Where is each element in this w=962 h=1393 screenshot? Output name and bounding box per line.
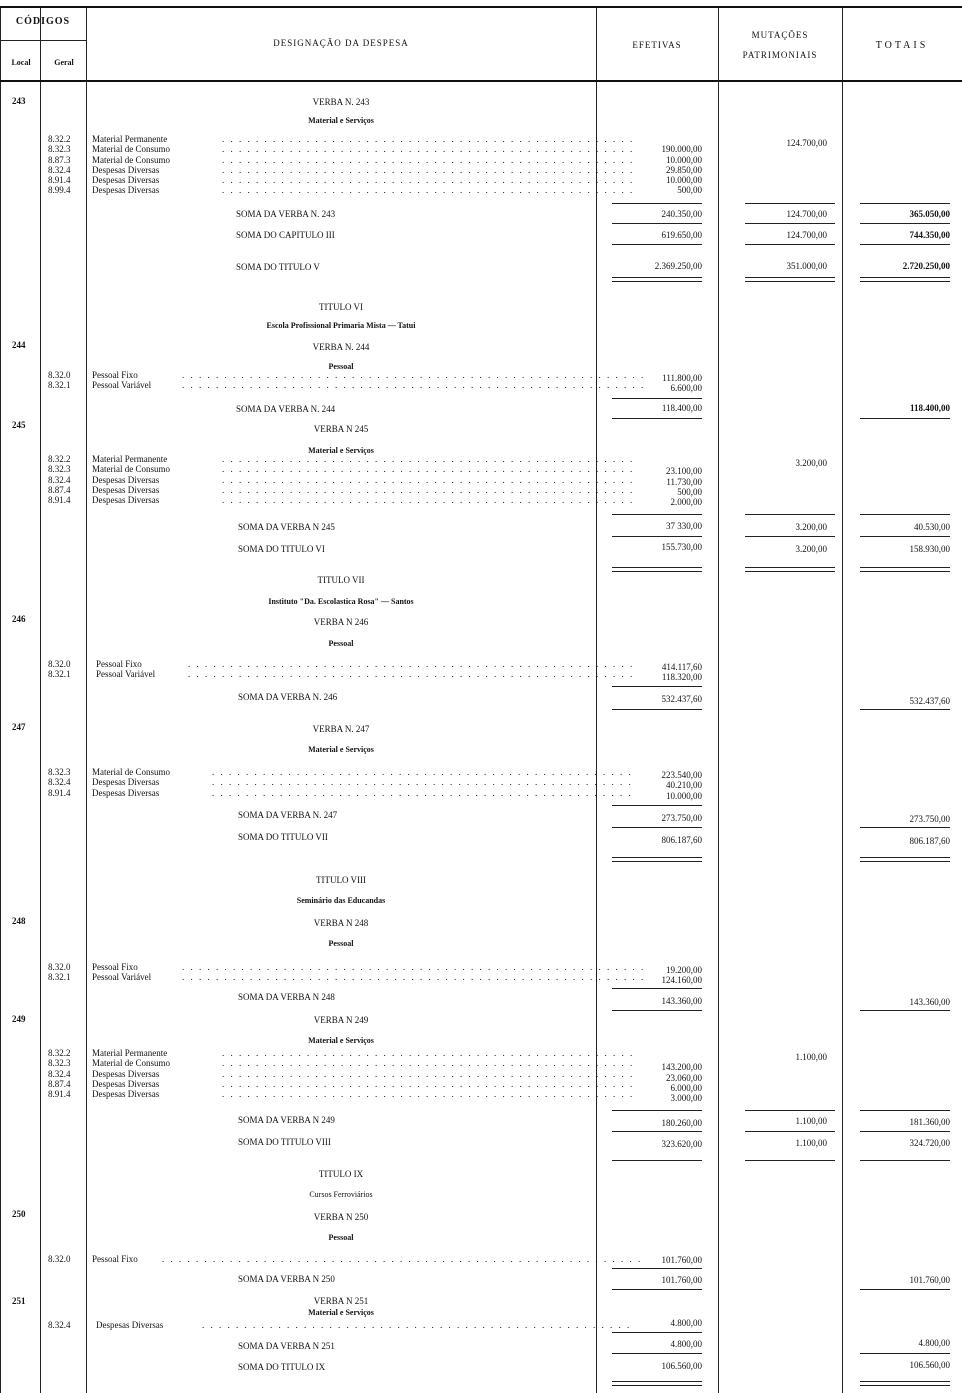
soma-efetivas: 4.800,00	[670, 1339, 702, 1349]
soma-efetivas: 155.730,00	[661, 542, 702, 552]
sum-rule	[860, 1381, 950, 1382]
leader-dots: . . . . . . . . . . . . . . . . . . . . . . . . . . . . . . . . . . . . . . . . . . . . . . . . . . . . . . . . . . . . . . . . . . . . . . . . . . . . . . . . . . . . . . . . . . . . . . . . . . . . . . . . . .	[188, 659, 635, 680]
titulo-heading: TITULO IX	[318, 1169, 364, 1179]
efetivas-values: 223.540,00 40.210,00 10.000,00	[661, 770, 702, 801]
sum-rule	[612, 281, 702, 282]
top-rule	[0, 6, 962, 8]
soma-label: SOMA DA VERBA N. 246	[238, 692, 338, 702]
sum-rule	[860, 418, 950, 419]
col-rule-geral	[86, 8, 87, 1393]
verba-heading: VERBA N 246	[313, 617, 369, 627]
sum-rule	[612, 1110, 702, 1111]
local-code: 246	[12, 614, 26, 624]
sum-rule	[860, 1010, 950, 1011]
local-code: 250	[12, 1209, 26, 1219]
header-bottom-rule	[0, 80, 962, 82]
header-patrimoniais: PATRIMONIAIS	[742, 50, 818, 60]
verba-subheading: Pessoal	[328, 1233, 354, 1242]
geral-codes: 8.32.0 8.32.1	[48, 370, 71, 391]
geral-codes: 8.32.3 8.32.4 8.91.4	[48, 767, 71, 798]
local-code: 249	[12, 1014, 26, 1024]
col-rule-left	[0, 8, 1, 1393]
leader-dots: . . . . . . . . . . . . . . . . . . . . . . . . . . . . . . . . . . . . . . . . . . . . . . . . . . . . . . . . . . . . . . . . . . . . . . . . . . . . . . . . . . . . . . . . . . . . . . . . . . . . . . . . . . . . . .	[182, 962, 646, 983]
sum-rule	[745, 203, 835, 204]
sum-rule	[860, 571, 950, 572]
soma-mutacoes: 3.200,00	[795, 544, 827, 554]
soma-mutacoes: 124.700,00	[786, 230, 827, 240]
geral-codes: 8.32.0 8.32.1	[48, 659, 71, 680]
geral-codes: 8.32.0	[48, 1254, 71, 1264]
leader-dots: . . . . . . . . . . . . . . . . . . . . . . . . . . . . . . . . . . . . . . . . . . . . . . . . . . . . . . . . . . . . . . . . . . . . . . . . . . . . . . . . . . . . . . . . . . . . . . . . . . . . . . . . . . . . . . . . . . . . . . . . . . . . . . . . . . . . . . . . . . . . . . . . . . . . . . . . . . . . . . . . . . . . . . . . . . . . . . . . . . . . . . . . . . . . . . . . . . . . . . . . . . . . . . . . . . . . . . . . . . . . . . . . . . . . . . . . . . . . . . . . . . . . . . . . . . . . . . . . . . . . . . . . . . . . . . . . . . . . . . . . . . . . . . . . . . . . . .	[222, 134, 635, 196]
soma-totais: 101.760,00	[909, 1275, 950, 1285]
efetivas-values: 143.200,00 23.060,00 6.000,00 3.000,00	[661, 1062, 702, 1104]
sum-rule	[612, 1381, 702, 1382]
sum-rule	[745, 571, 835, 572]
soma-totais: 2.720.250,00	[902, 261, 950, 271]
leader-dots: . . . . . . . . . . . . . . . . . . . . . . . . . . . . . . . . . . . . . . . . . . . . . . . . . . . . . . . . . . . . . . . . . . . . . . . . . . . . . . . . . . . . . . . . . . . . . . . . . . . . . . . . . . . . . . . . . . . . . . . . . . . . . . . . . . . . . . . . . . . . . . . . . . . . . .	[212, 767, 633, 798]
soma-efetivas: 240.350,00	[661, 209, 702, 219]
sum-rule	[612, 1385, 702, 1386]
item-descriptions: Material Permanente Material de Consumo Despesas Diversas Despesas Diversas Despesas Diversas	[92, 454, 170, 506]
sum-rule	[745, 567, 835, 568]
sum-rule	[860, 857, 950, 858]
soma-efetivas: 532.437,60	[661, 694, 702, 704]
soma-efetivas: 273.750,00	[661, 813, 702, 823]
verba-subheading: Material e Serviços	[308, 745, 374, 754]
sum-rule	[612, 1332, 702, 1333]
sum-rule	[860, 277, 950, 278]
soma-efetivas: 37 330,00	[666, 521, 702, 531]
geral-codes: 8.32.2 8.32.3 8.32.4 8.87.4 8.91.4	[48, 454, 71, 506]
item-descriptions: Material Permanente Material de Consumo Despesas Diversas Despesas Diversas Despesas Diversas	[92, 1048, 170, 1100]
titulo-name: Seminário das Educandas	[296, 896, 386, 905]
soma-totais: 4.800,00	[918, 1338, 950, 1348]
soma-totais: 181.360,00	[909, 1117, 950, 1127]
local-code: 244	[12, 340, 26, 350]
sum-rule	[860, 709, 950, 710]
soma-mutacoes: 124.700,00	[786, 209, 827, 219]
soma-totais: 365.050,00	[909, 209, 950, 219]
sum-rule	[612, 223, 702, 224]
verba-subheading: Material e Serviços	[308, 116, 374, 125]
sum-rule	[612, 571, 702, 572]
soma-totais: 532.437,60	[909, 696, 950, 706]
sum-rule	[745, 244, 835, 245]
titulo-heading: TITULO VII	[317, 575, 365, 585]
col-rule-local	[40, 8, 41, 1393]
efetivas-values: 190.000,00 10.000,00 29.850,00 10.000,00 500,00	[661, 144, 702, 196]
sum-rule	[860, 827, 950, 828]
sum-rule	[612, 857, 702, 858]
soma-label: SOMA DA VERBA N 249	[238, 1115, 335, 1125]
soma-totais: 143.360,00	[909, 997, 950, 1007]
leader-dots: . . . . . . . . . . . . . . . . . . . . . . . . . . . . . . . . . . . . . . . . . . . . . . . . . . . . . . . . .	[162, 1254, 643, 1264]
geral-codes: 8.32.0 8.32.1	[48, 962, 71, 983]
verba-heading: VERBA N 251	[313, 1296, 369, 1306]
verba-subheading: Pessoal	[328, 939, 354, 948]
soma-efetivas: 118.400,00	[661, 403, 702, 413]
sum-rule	[612, 1160, 702, 1161]
local-code: 243	[12, 96, 26, 106]
leader-dots: . . . . . . . . . . . . . . . . . . . . . . . . . . . . . . . . . . . . . . . . . . . . . . . . . . . . . . . . . . . . . . . . . . . . . . . . . . . . . . . . . . . . . . . . . . . . . . . . . . . . . . . . . . . . . . . . . . . . . . . . . . . . . . . . . . . . . . . . . . . . . . . . . . . . . . . . . . . . . . . . . . . . . . . . . . . . . . . . . . . . . . . . . . . . . . . . . . . . . . . . . . . . . . . . . . . . . . . . . . . . . . . . . . . . . . . . . . . . . . . . . . . . .	[222, 1048, 635, 1100]
soma-mutacoes: 1.100,00	[795, 1138, 827, 1148]
soma-label: SOMA DO TITULO VII	[238, 832, 328, 842]
verba-subheading: Pessoal	[328, 639, 354, 648]
titulo-heading: TITULO VI	[318, 302, 364, 312]
item-descriptions: Material de Consumo Despesas Diversas Despesas Diversas	[92, 767, 170, 798]
soma-label: SOMA DO TITULO VI	[238, 544, 325, 554]
verba-subheading: Material e Serviços	[308, 1308, 374, 1317]
efetivas-values: 101.760,00	[661, 1255, 702, 1265]
soma-label: SOMA DA VERBA N 251	[238, 1341, 335, 1351]
soma-label: SOMA DA VERBA N 250	[238, 1274, 335, 1284]
soma-mutacoes: 351.000,00	[786, 261, 827, 271]
header-codigos: CÓDIGOS	[15, 16, 71, 27]
leader-dots: . . . . . . . . . . . . . . . . . . . . . . . . . . . . . . . . . . . . . . . . . . . . . . . . . . . . . . . . . . . . . . . . . . . . . . . . . . . . . . . . . . . . . . . . . . . . . . . . . . . . . . . . . . . . . . . . . . . . . . . . . . . . . . . . . . . . . . . . . . . . . . . . . . . . . . . . . . . . . . . . . . . . . . . . . . . . . . . . . . . . . . . . . . . . . . . . . . . . . . . . . . . . . . . . . . . . . . . . . . . . . . . . . . . . . . . . . . . . . . . . . . . . .	[222, 454, 635, 506]
item-descriptions: Material Permanente Material de Consumo Material de Consumo Despesas Diversas Despesas Diversas Despesas Diversas	[92, 134, 170, 196]
sum-rule	[860, 536, 950, 537]
sum-rule	[860, 244, 950, 245]
efetivas-values: 23.100,00 11.730,00 500,00 2.000,00	[666, 466, 702, 508]
efetivas-values: 19.200,00 124.160,00	[661, 965, 702, 986]
sum-rule	[745, 536, 835, 537]
sum-rule	[860, 1160, 950, 1161]
sum-rule	[612, 203, 702, 204]
soma-label: SOMA DA VERBA N 245	[238, 522, 335, 532]
sum-rule	[612, 418, 702, 419]
sum-rule	[860, 1131, 950, 1132]
verba-heading: VERBA N. 243	[312, 97, 370, 107]
sum-rule	[860, 281, 950, 282]
sum-rule	[745, 514, 835, 515]
geral-codes: 8.32.4	[48, 1320, 71, 1330]
sum-rule	[612, 398, 702, 399]
sum-rule	[745, 1160, 835, 1161]
item-descriptions: Pessoal Fixo Pessoal Variável	[96, 659, 156, 680]
item-descriptions: Despesas Diversas	[96, 1320, 164, 1330]
titulo-name: Escola Profissional Primaria Mista — Tatui	[266, 321, 416, 330]
soma-efetivas: 143.360,00	[661, 996, 702, 1006]
soma-totais: 118.400,00	[909, 403, 950, 413]
titulo-name: Cursos Ferroviários	[309, 1190, 373, 1199]
leader-dots: . . . . . . . . . . . . . . . . . . . . . . . . . . . . . . . . . . . . . . . . . . . . . . . . . . .	[202, 1320, 632, 1330]
titulo-name: Instituto "Da. Escolastica Rosa" — Santos	[268, 597, 414, 606]
soma-mutacoes: 3.200,00	[795, 522, 827, 532]
sum-rule	[612, 805, 702, 806]
local-code: 251	[12, 1296, 26, 1306]
soma-label: SOMA DA VERBA N 248	[238, 992, 335, 1002]
soma-label: SOMA DO CAPITULO III	[236, 230, 335, 240]
sum-rule	[860, 1353, 950, 1354]
soma-efetivas: 619.650,00	[661, 230, 702, 240]
soma-label: SOMA DO TITULO IX	[238, 1362, 326, 1372]
soma-totais: 106.560,00	[909, 1360, 950, 1370]
item-descriptions: Pessoal Fixo Pessoal Variável	[92, 962, 152, 983]
soma-label: SOMA DA VERBA N. 247	[238, 810, 338, 820]
geral-codes: 8.32.2 8.32.3 8.87.3 8.32.4 8.91.4 8.99.4	[48, 134, 71, 196]
soma-label: SOMA DA VERBA N. 243	[236, 209, 336, 219]
soma-totais: 40.530,00	[914, 522, 950, 532]
mutacoes-value: 3.200,00	[795, 458, 827, 468]
header-codigos-rule	[0, 40, 86, 41]
soma-totais: 806.187,60	[909, 836, 950, 846]
soma-efetivas: 2.369.250,00	[654, 261, 702, 271]
soma-label: SOMA DA VERBA N. 244	[236, 404, 336, 414]
titulo-heading: TITULO VIII	[315, 875, 367, 885]
soma-efetivas: 323.620,00	[661, 1139, 702, 1149]
efetivas-values: 4.800,00	[670, 1318, 702, 1328]
verba-heading: VERBA N 248	[313, 918, 369, 928]
verba-subheading: Pessoal	[328, 362, 354, 371]
item-descriptions: Pessoal Fixo Pessoal Variável	[92, 370, 152, 391]
verba-heading: VERBA N 249	[313, 1015, 369, 1025]
local-code: 247	[12, 722, 26, 732]
sum-rule	[860, 567, 950, 568]
verba-heading: VERBA N. 244	[312, 342, 370, 352]
sum-rule	[745, 223, 835, 224]
verba-heading: VERBA N 245	[313, 424, 369, 434]
header-totais: TOTAIS	[875, 40, 929, 51]
sum-rule	[745, 281, 835, 282]
sum-rule	[612, 709, 702, 710]
sum-rule	[860, 1289, 950, 1290]
header-local: Local	[11, 58, 31, 67]
sum-rule	[745, 1110, 835, 1111]
efetivas-values: 414.117,60 118.320,00	[661, 662, 702, 683]
local-code: 245	[12, 420, 26, 430]
sum-rule	[612, 686, 702, 687]
sum-rule	[860, 861, 950, 862]
header-designacao: DESIGNAÇÃO DA DESPESA	[273, 38, 409, 48]
local-code: 248	[12, 916, 26, 926]
sum-rule	[612, 1268, 702, 1269]
soma-totais: 744.350,00	[909, 230, 950, 240]
sum-rule	[745, 1131, 835, 1132]
sum-rule	[612, 536, 702, 537]
soma-label: SOMA DO TITULO VIII	[238, 1137, 331, 1147]
mutacoes-value: 124.700,00	[786, 138, 827, 148]
sum-rule	[612, 1289, 702, 1290]
sum-rule	[860, 223, 950, 224]
soma-mutacoes: 1.100,00	[795, 1116, 827, 1126]
verba-subheading: Material e Serviços	[308, 446, 374, 455]
sum-rule	[745, 277, 835, 278]
soma-efetivas: 806.187,60	[661, 835, 702, 845]
header-efetivas: EFETIVAS	[632, 40, 682, 50]
sum-rule	[612, 277, 702, 278]
soma-efetivas: 106.560,00	[661, 1361, 702, 1371]
sum-rule	[612, 1131, 702, 1132]
leader-dots: . . . . . . . . . . . . . . . . . . . . . . . . . . . . . . . . . . . . . . . . . . . . . . . . . . . . . . . . . . . . . . . . . . . . . . . . . . . . . . . . . . . . . . . . . . . . . . . . . . . . . . . . . . . . . .	[182, 370, 646, 391]
soma-totais: 158.930,00	[909, 544, 950, 554]
sum-rule	[612, 244, 702, 245]
sum-rule	[860, 514, 950, 515]
sum-rule	[612, 1010, 702, 1011]
sum-rule	[612, 988, 702, 989]
header-geral: Geral	[54, 58, 74, 67]
sum-rule	[860, 203, 950, 204]
soma-label: SOMA DO TITULO V	[236, 262, 320, 272]
mutacoes-value: 1.100,00	[795, 1052, 827, 1062]
sum-rule	[860, 1385, 950, 1386]
verba-heading: VERBA N 250	[313, 1212, 369, 1222]
item-descriptions: Pessoal Fixo	[92, 1254, 138, 1264]
sum-rule	[612, 567, 702, 568]
verba-heading: VERBA N. 247	[312, 724, 370, 734]
soma-efetivas: 101.760,00	[661, 1275, 702, 1285]
soma-totais: 273.750,00	[909, 814, 950, 824]
header-mutacoes: MUTAÇÕES	[751, 30, 809, 40]
sum-rule	[612, 861, 702, 862]
geral-codes: 8.32.2 8.32.3 8.32.4 8.87.4 8.91.4	[48, 1048, 71, 1100]
sum-rule	[612, 827, 702, 828]
efetivas-values: 111.800,00 6.600,00	[662, 373, 702, 394]
sum-rule	[612, 1353, 702, 1354]
soma-efetivas: 180.260,00	[661, 1118, 702, 1128]
sum-rule	[860, 1110, 950, 1111]
soma-totais: 324.720,00	[909, 1138, 950, 1148]
verba-subheading: Material e Serviços	[308, 1036, 374, 1045]
sum-rule	[612, 514, 702, 515]
